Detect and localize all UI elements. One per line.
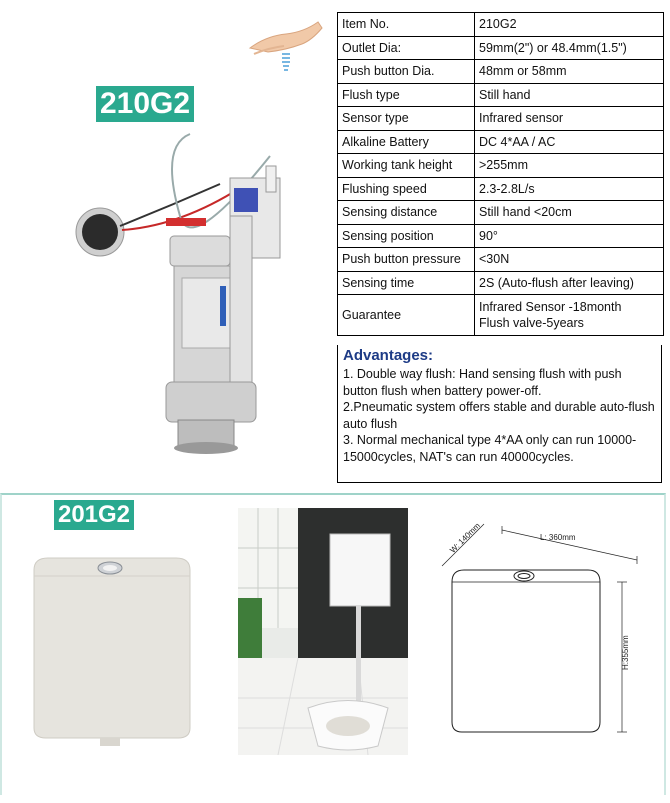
spec-key: Sensing time [338, 271, 475, 295]
spec-row [338, 130, 664, 154]
spec-value [475, 295, 664, 336]
spec-value: >255mm [475, 154, 664, 178]
spec-row [338, 13, 664, 37]
spec-table [337, 12, 664, 336]
spec-row [338, 248, 664, 272]
model-label-210g2: 210G2 [96, 86, 194, 122]
model-label-201g2: 201G2 [54, 500, 134, 530]
length-dimension-label: L: 360mm [540, 533, 576, 542]
width-dimension-label: W: 140mm [448, 521, 482, 555]
spec-value: 2.3-2.8L/s [475, 177, 664, 201]
spec-value: DC 4*AA / AC [475, 130, 664, 154]
advantage-item: 1. Double way flush: Hand sensing flush with push button flush when battery power-off. [343, 367, 622, 398]
spec-row [338, 224, 664, 248]
spec-value: Still hand [475, 83, 664, 107]
advantages-box [337, 345, 662, 483]
spec-key: Working tank height [338, 154, 475, 178]
spec-value: Infrared sensor [475, 107, 664, 131]
spec-key: Flushing speed [338, 177, 475, 201]
spec-value: 90° [475, 224, 664, 248]
spec-key: Push button pressure [338, 248, 475, 272]
advantage-item: 2.Pneumatic system offers stable and durable auto-flush auto flush [343, 400, 655, 431]
guarantee-line: Infrared Sensor -18month [479, 300, 622, 314]
spec-row [338, 295, 664, 336]
spec-key: Guarantee [338, 295, 475, 336]
advantages-title: Advantages: [343, 347, 434, 364]
spec-key: Sensor type [338, 107, 475, 131]
spec-value: 2S (Auto-flush after leaving) [475, 271, 664, 295]
flush-valve-image [70, 126, 330, 466]
spec-value: Still hand <20cm [475, 201, 664, 225]
spec-value: 59mm(2") or 48.4mm(1.5") [475, 36, 664, 60]
spec-row [338, 107, 664, 131]
spec-key: Alkaline Battery [338, 130, 475, 154]
spec-value: <30N [475, 248, 664, 272]
spec-key: Item No. [338, 13, 475, 37]
spec-key: Push button Dia. [338, 60, 475, 84]
cistern-tank-image [28, 550, 198, 750]
installation-photo [238, 508, 408, 755]
height-dimension-label: H:355mm [621, 635, 630, 670]
guarantee-line: Flush valve-5years [479, 316, 584, 330]
spec-row [338, 83, 664, 107]
spec-row [338, 36, 664, 60]
advantage-item: 3. Normal mechanical type 4*AA only can run 10000-15000cycles, NAT's can run 40000cycles. [343, 433, 637, 464]
spec-row [338, 201, 664, 225]
spec-key: Sensing distance [338, 201, 475, 225]
spec-row [338, 154, 664, 178]
spec-key: Outlet Dia: [338, 36, 475, 60]
spec-row [338, 177, 664, 201]
hand-sensor-icon [246, 14, 326, 74]
spec-key: Flush type [338, 83, 475, 107]
spec-row [338, 271, 664, 295]
dimension-drawing [422, 520, 652, 750]
spec-value: 48mm or 58mm [475, 60, 664, 84]
spec-key: Sensing position [338, 224, 475, 248]
spec-value: 210G2 [475, 13, 664, 37]
spec-row [338, 60, 664, 84]
